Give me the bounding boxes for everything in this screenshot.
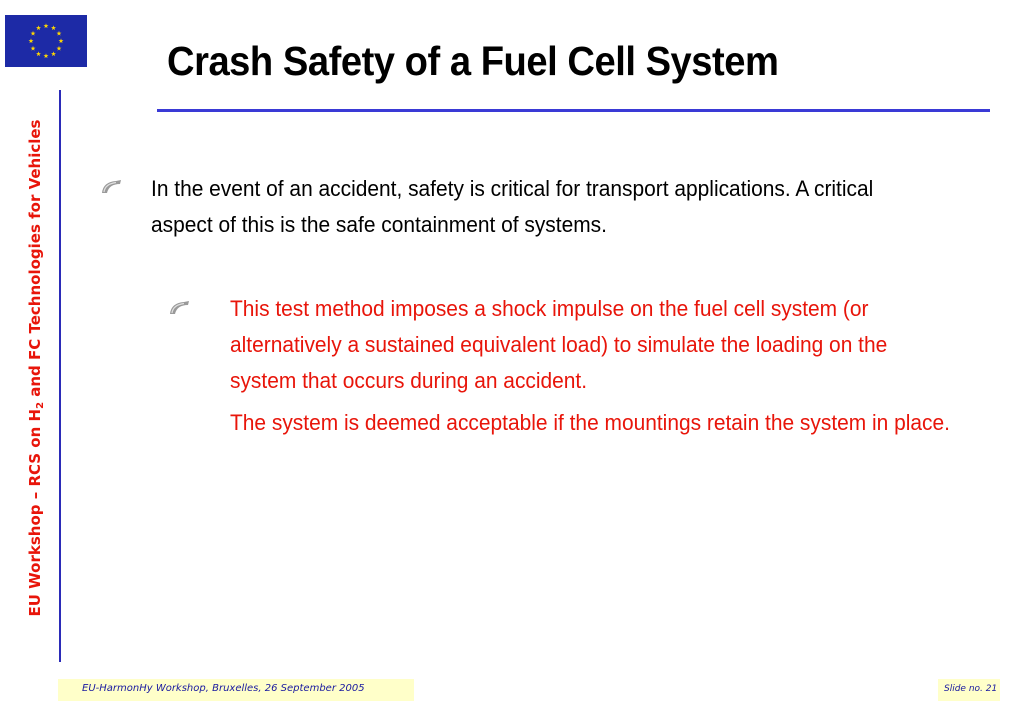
quarter-arc-bullet-icon xyxy=(100,178,122,194)
side-label xyxy=(28,120,46,617)
quarter-arc-bullet-icon xyxy=(168,299,190,315)
eu-flag-icon xyxy=(5,15,87,67)
side-label-subscript: 2 xyxy=(35,401,46,409)
bullet-1-text: In the event of an accident, safety is critical for transport applications. A critical aspect of this is the safe containment of systems. xyxy=(151,176,874,237)
side-divider xyxy=(59,90,61,662)
title-underline xyxy=(157,109,990,112)
side-label-part-2: and FC Technologies for Vehicles xyxy=(26,119,44,402)
footer-event-box xyxy=(58,679,414,701)
bullet-2-paragraph-2: The system is deemed acceptable if the mountings retain the system in place. xyxy=(230,410,950,435)
footer-slide-number-box xyxy=(938,679,1000,701)
footer-event-text: EU-HarmonHy Workshop, Bruxelles, 26 September 2005 xyxy=(82,683,365,694)
side-label-part-1: EU Workshop – RCS on H xyxy=(26,408,44,617)
bullet-2-paragraph-1: This test method imposes a shock impulse on the fuel cell system (or alternatively a sustained equivalent load) to simulate the loading on the system that occurs during an accident. xyxy=(230,296,888,393)
slide-number: Slide no. 21 xyxy=(944,684,998,694)
slide-title: Crash Safety of a Fuel Cell System xyxy=(167,38,779,84)
bullet-2-block xyxy=(230,291,955,447)
